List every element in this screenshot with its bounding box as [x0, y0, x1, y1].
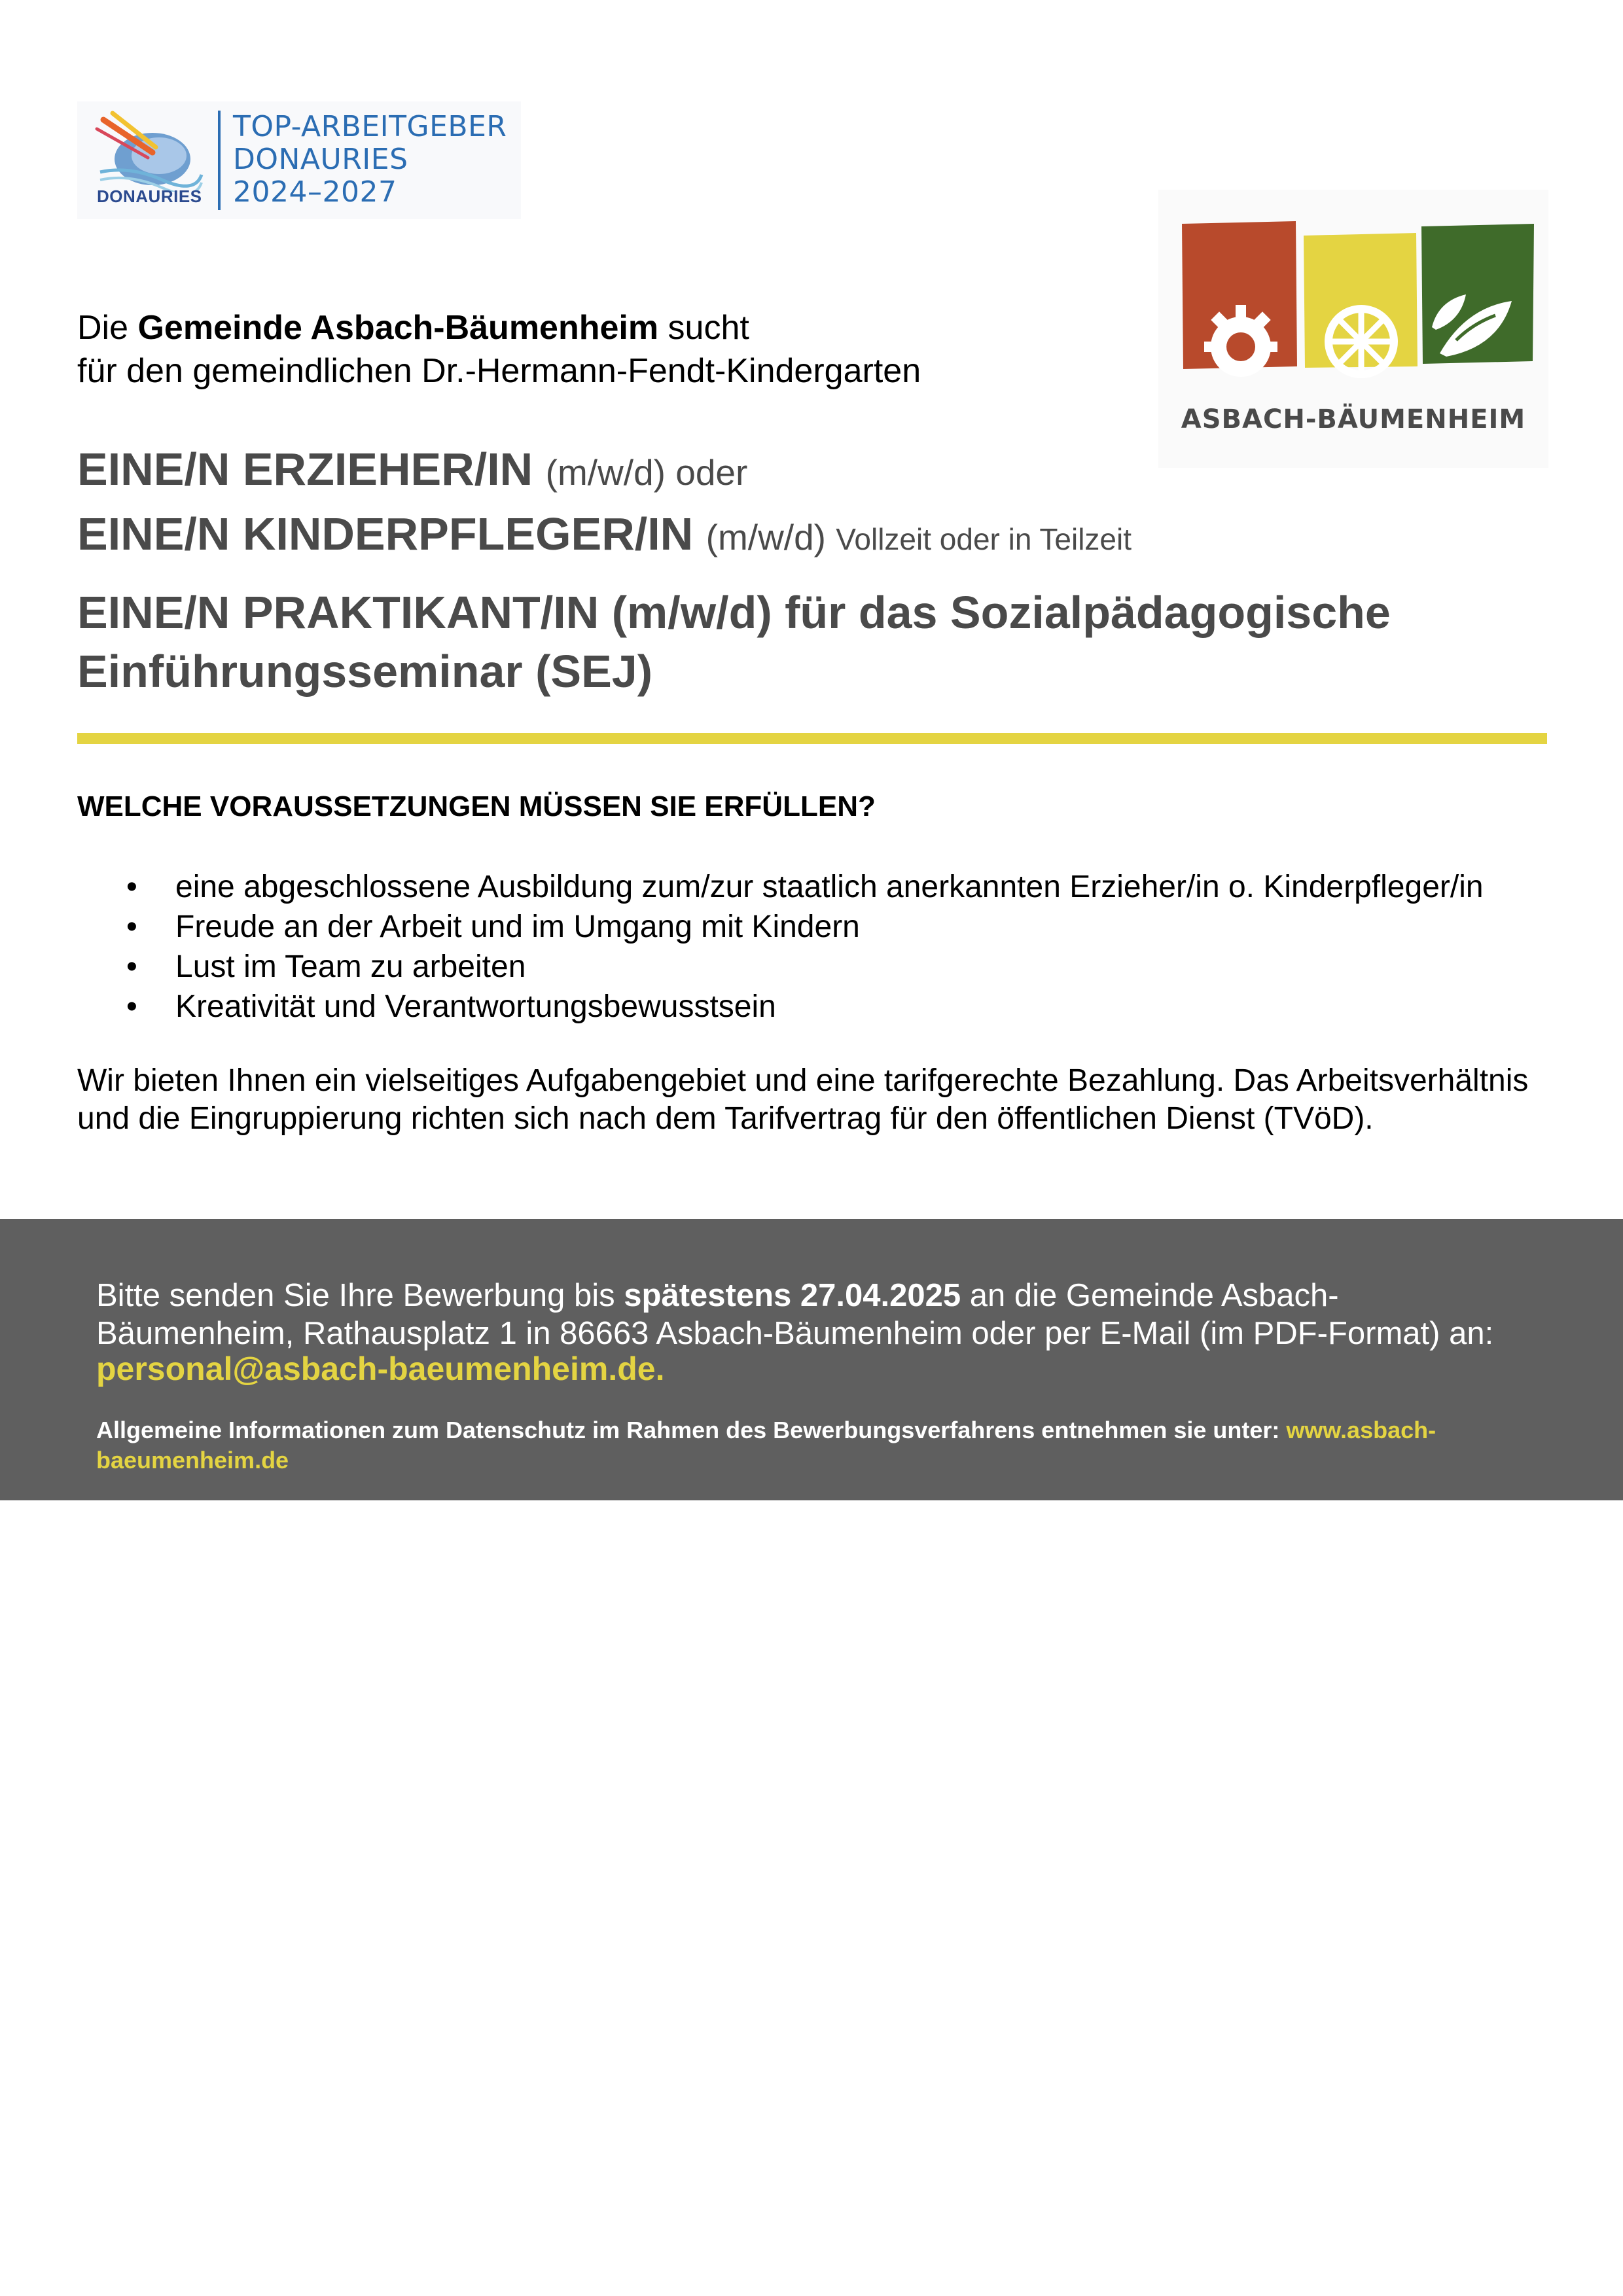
- deadline: spätestens 27.04.2025: [624, 1278, 961, 1313]
- list-item-text: Freude an der Arbeit und im Umgang mit Kindern: [175, 910, 860, 944]
- intro-line-2: für den gemeindlichen Dr.-Hermann-Fendt-Kindergarten: [77, 352, 921, 390]
- intro-org: Gemeinde Asbach-Bäumenheim: [137, 309, 659, 347]
- job2-note: Vollzeit oder in Teilzeit: [836, 522, 1132, 556]
- privacy-text: Allgemeine Informationen zum Datenschutz im Rahmen des Bewerbungsverfahrens entnehmen sie unter:: [96, 1417, 1287, 1443]
- bullet-icon: •: [126, 989, 137, 1024]
- job-titles: [77, 438, 1550, 701]
- intro-text: [77, 306, 1150, 393]
- website-link[interactable]: www.asbach-baeumenheim.de: [96, 1417, 1436, 1474]
- donauries-logo-icon: [90, 107, 208, 192]
- job3-line-2: Einführungsseminar (SEJ): [77, 646, 653, 697]
- job2-suffix: (m/w/d): [705, 517, 836, 557]
- bullet-icon: •: [126, 949, 137, 984]
- job-kinderpfleger: [77, 503, 1550, 570]
- intro-prefix: Die: [77, 309, 138, 347]
- bullet-icon: •: [126, 870, 137, 904]
- list-item: [77, 907, 1582, 947]
- requirements-heading: WELCHE VORAUSSETZUNGEN MÜSSEN SIE ERFÜLLEN?: [77, 790, 876, 822]
- asbach-baeumenheim-logo: [1158, 190, 1548, 468]
- bullet-icon: •: [126, 910, 137, 944]
- municipal-crest-icon: [1158, 190, 1548, 393]
- municipality-name: ASBACH-BÄUMENHEIM: [1181, 404, 1526, 434]
- badge-divider: [218, 111, 221, 210]
- list-item: [77, 867, 1582, 907]
- job-praktikant: [77, 583, 1550, 701]
- requirements-list: [77, 867, 1582, 1027]
- privacy-note: [96, 1415, 1536, 1475]
- apply-suffix: an die Gemeinde Asbach-Bäumenheim, Rathausplatz 1 in 86663 Asbach-Bäumenheim oder per E-Mail (im PDF-Format) an:: [96, 1278, 1494, 1351]
- job3-line-1: EINE/N PRAKTIKANT/IN (m/w/d) für das Sozialpädagogische: [77, 587, 1391, 638]
- apply-prefix: Bitte senden Sie Ihre Bewerbung bis: [96, 1278, 624, 1313]
- job-erzieher: [77, 438, 1550, 503]
- intro-line-1: [77, 306, 1150, 349]
- donauries-badge: [77, 101, 521, 219]
- job2-title: EINE/N KINDERPFLEGER/IN: [77, 508, 706, 559]
- application-footer: [0, 1219, 1623, 1500]
- list-item: [77, 987, 1582, 1027]
- yellow-divider: [77, 733, 1547, 744]
- list-item-text: eine abgeschlossene Ausbildung zum/zur staatlich anerkannten Erzieher/in o. Kinderpfleger/in: [175, 870, 1484, 904]
- badge-line-1: TOP-ARBEITGEBER: [233, 110, 507, 143]
- donauries-wordmark: DONAURIES: [97, 186, 202, 206]
- list-item: [77, 947, 1582, 987]
- apply-text: [96, 1277, 1536, 1352]
- offer-paragraph: Wir bieten Ihnen ein vielseitiges Aufgabengebiet und eine tarifgerechte Bezahlung. Das Arbeitsverhältnis und die Eingruppierung richten sich nach dem Tarifvertrag für den öffentlichen Dienst (TVöD).: [77, 1063, 1529, 1136]
- job1-suffix: (m/w/d) oder: [545, 452, 748, 493]
- list-item-text: Kreativität und Verantwortungsbewusstsein: [175, 989, 776, 1024]
- badge-text: [233, 111, 507, 209]
- badge-line-3: 2024–2027: [233, 175, 397, 209]
- email-link[interactable]: personal@asbach-baeumenheim.de.: [96, 1351, 665, 1387]
- intro-suffix: sucht: [658, 309, 749, 347]
- list-item-text: Lust im Team zu arbeiten: [175, 949, 526, 984]
- badge-line-2: DONAURIES: [233, 143, 408, 176]
- job1-title: EINE/N ERZIEHER/IN: [77, 444, 546, 495]
